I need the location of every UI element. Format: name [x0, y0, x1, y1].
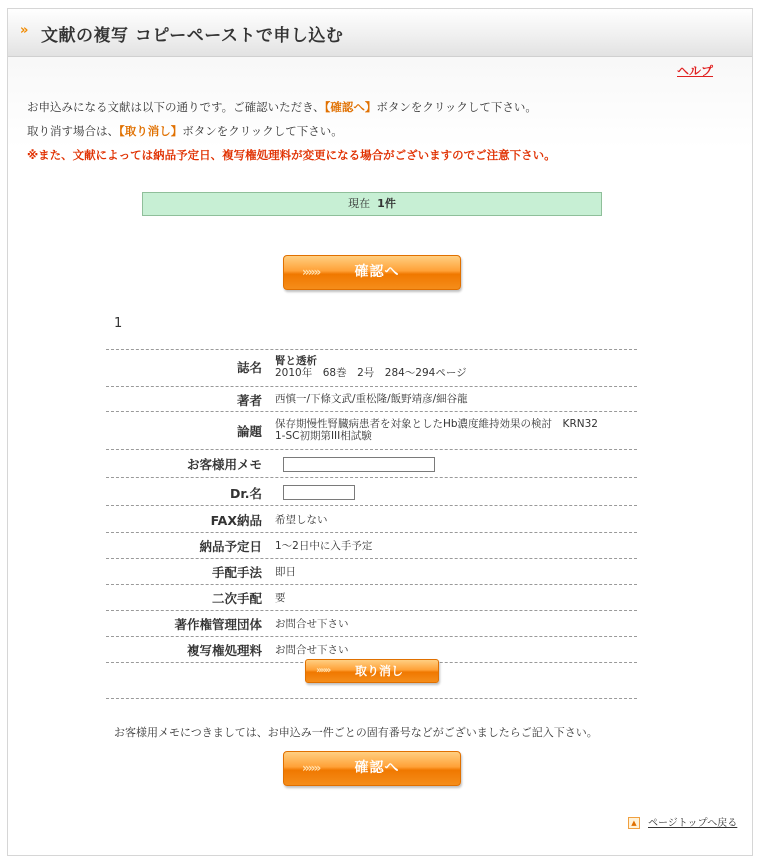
row-divider	[106, 411, 637, 412]
intro-warning: ※また、文献によっては納品予定日、複写権処理料が変更になる場合がございますのでご注意下さい。	[27, 148, 556, 162]
label-arrangement-method: 手配手法	[211, 565, 262, 580]
arrow-up-icon: ▲	[628, 817, 640, 829]
count-value: 1件	[377, 197, 396, 210]
chevron-right-icon: »»»	[316, 665, 330, 676]
page-title: 文献の複写 コピーペーストで申し込む	[41, 26, 344, 46]
value-delivery-date: 1〜2日中に入手予定	[275, 540, 373, 552]
chevron-right-icon: »»»	[302, 265, 320, 279]
confirm-button-bottom[interactable]	[283, 751, 461, 786]
row-divider	[106, 349, 637, 350]
intro-line-1-highlight: 【確認へ】	[324, 100, 377, 114]
label-customer-memo: お客様用メモ	[186, 457, 262, 472]
memo-note: お客様用メモにつきましては、お申込み一件ごとの固有番号などがございましたらご記入下さい。	[114, 726, 598, 739]
doctor-name-input[interactable]	[283, 485, 355, 500]
journal-name: 腎と透析	[275, 355, 317, 367]
value-copyright-org: お問合せ下さい	[275, 618, 349, 630]
count-bar	[142, 192, 602, 216]
intro-line-1	[27, 99, 537, 115]
value-secondary-arrangement: 要	[275, 592, 286, 604]
intro-line-2-highlight: 【取り消し】	[119, 124, 183, 138]
value-fax-delivery: 希望しない	[275, 514, 328, 526]
page-header	[8, 9, 752, 57]
row-divider	[106, 558, 637, 559]
intro-line-2-text: 取り消す場合は、	[27, 124, 119, 138]
chevron-right-icon: »»»	[302, 761, 320, 775]
row-divider	[106, 584, 637, 585]
row-divider	[106, 505, 637, 506]
row-divider	[106, 532, 637, 533]
page-top-label: ページトップへ戻る	[648, 818, 738, 829]
journal-volume: 2010年 68巻 2号 284〜294ページ	[275, 367, 467, 379]
row-divider	[106, 449, 637, 450]
confirm-button-label: 確認へ	[354, 264, 400, 280]
row-divider	[106, 698, 637, 699]
intro-line-1-tail: ボタンをクリックして下さい。	[376, 100, 537, 114]
cancel-button-label: 取り消し	[354, 664, 403, 678]
customer-memo-input[interactable]	[283, 457, 435, 472]
confirm-button-label: 確認へ	[354, 760, 400, 776]
label-journal: 誌名	[236, 360, 262, 375]
label-article-title: 論題	[236, 424, 262, 439]
label-delivery-date: 納品予定日	[199, 539, 262, 554]
double-chevron-right-icon: »	[20, 23, 29, 38]
confirm-button-top[interactable]	[283, 255, 461, 290]
row-divider	[106, 636, 637, 637]
label-author: 著者	[236, 393, 262, 408]
article-title-line-2: 1-SC初期第III相試験	[275, 430, 372, 442]
label-fax-delivery: FAX納品	[210, 513, 262, 528]
article-title-line-1: 保存期慢性腎臓病患者を対象としたHb濃度維持効果の検討 KRN32	[275, 418, 598, 430]
value-journal	[275, 355, 467, 379]
item-number: 1	[114, 316, 123, 331]
intro-line-2	[27, 123, 343, 139]
row-divider	[106, 610, 637, 611]
intro-line-1-text: お申込みになる文献は以下の通りです。ご確認いただき、	[27, 100, 325, 114]
value-copyright-fee: お問合せ下さい	[275, 644, 349, 656]
page-top-link[interactable]	[628, 814, 737, 829]
label-secondary-arrangement: 二次手配	[211, 591, 262, 606]
count-prefix: 現在	[348, 197, 371, 210]
cancel-button[interactable]	[305, 659, 439, 683]
intro-line-2-tail: ボタンをクリックして下さい。	[182, 124, 343, 138]
row-divider	[106, 386, 637, 387]
label-copyright-org: 著作権管理団体	[174, 617, 262, 632]
value-author: 西慎一/下條文武/重松隆/飯野靖彦/細谷龍	[275, 393, 468, 405]
help-link[interactable]: ヘルプ	[677, 64, 714, 78]
label-doctor-name: Dr.名	[229, 486, 262, 501]
value-article-title	[275, 418, 598, 442]
label-copyright-fee: 複写権処理料	[186, 643, 262, 658]
value-arrangement-method: 即日	[275, 566, 296, 578]
row-divider	[106, 477, 637, 478]
